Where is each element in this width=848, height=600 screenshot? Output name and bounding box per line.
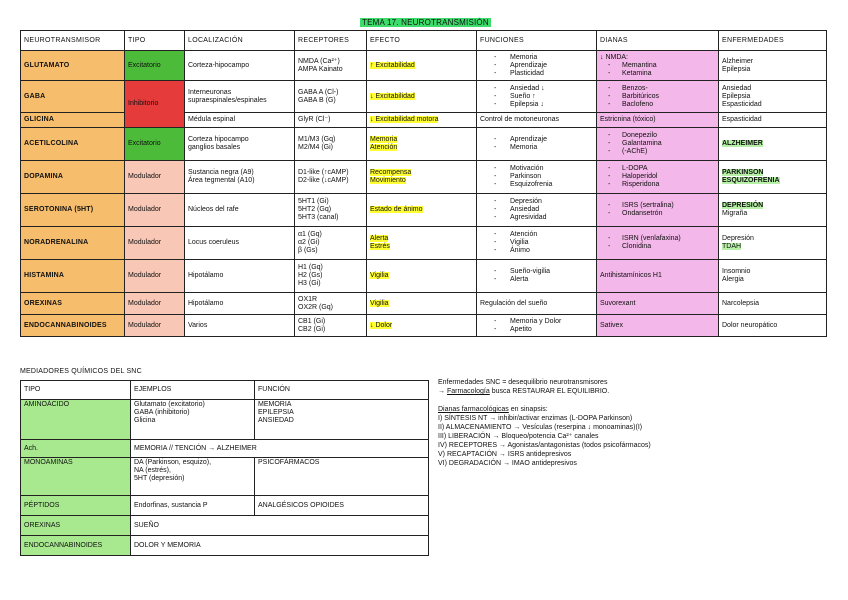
rec-cell: CB1 (Gi) CB2 (Gi) [295,315,367,337]
loc-cell: Núcleos del rafe [185,194,295,227]
loc-cell: Interneuronas supraespinales/espinales [185,81,295,113]
efecto-cell: ↓ Excitabilidad motora [367,113,477,128]
loc-cell: Locus coeruleus [185,227,295,260]
rec-cell: OX1R OX2R (Gq) [295,293,367,315]
nt-name: HISTAMINA [21,260,125,293]
func-cell: - Aprendizaje - Memoria [477,128,597,161]
rec-cell: H1 (Gq) H2 (Gs) H3 (Gi) [295,260,367,293]
notes-block [438,378,838,468]
enf-cell: DEPRESIÓN Migraña [719,194,827,227]
table-row [21,496,429,516]
header-enfermedades: ENFERMEDADES [719,31,827,51]
med-ejemplos: DA (Parkinson, esquizo), NA (estrés), 5HT (depresión) [131,458,255,496]
func-cell: - Memoria - Aprendizaje - Plasticidad [477,51,597,81]
tipo-cell: Inhibitorio [125,81,185,128]
tipo-cell: Modulador [125,293,185,315]
enf-cell: Dolor neuropático [719,315,827,337]
func-cell: Control de motoneuronas [477,113,597,128]
header-tipo: TIPO [125,31,185,51]
nt-name: GABA [21,81,125,113]
tipo-cell: Modulador [125,227,185,260]
dianas-item: V) RECAPTACIÓN → ISRS antidepresivos [438,451,572,458]
rec-cell: α1 (Gq) α2 (Gi) β (Gs) [295,227,367,260]
med-tipo: MONOAMINAS [21,458,131,496]
nt-name: SEROTONINA (5HT) [21,194,125,227]
rec-cell: D1-like (↑cAMP) D2-like (↓cAMP) [295,161,367,194]
func-cell: - Motivación - Parkinson - Esquizofrenia [477,161,597,194]
med-tipo: PÉPTIDOS [21,496,131,516]
table-row [21,315,827,337]
dianas-item: I) SÍNTESIS NT → inhibir/activar enzimas (L-DOPA Parkinson) [438,415,633,422]
loc-cell: Hipotálamo [185,293,295,315]
notes-line-2: → Farmacología busca RESTAURAR EL EQUILIBRIO. [438,388,610,395]
enf-cell: ALZHEIMER [719,128,827,161]
table-row [21,400,429,440]
func-cell: - Depresión - Ansiedad - Agresividad [477,194,597,227]
notes-line-1: Enfermedades SNC = desequilibrio neurotransmisores [438,379,608,386]
nt-name: GLUTAMATO [21,51,125,81]
mediators-table [20,380,429,556]
rec-cell: GABA A (Cl-) GABA B (G) [295,81,367,113]
table-header-row [21,31,827,51]
header-receptores: RECEPTORES [295,31,367,51]
med-funcion: PSICOFÁRMACOS [255,458,429,496]
header-efecto: EFECTO [367,31,477,51]
rec-cell: GlyR (Cl⁻) [295,113,367,128]
efecto-cell: Alerta Estrés [367,227,477,260]
dianas-cell: Estricnina (tóxico) [597,113,719,128]
table-row [21,81,827,113]
med-tipo: AMINOÁCIDO [21,400,131,440]
header-dianas: DIANAS [597,31,719,51]
med-header-funcion: FUNCIÓN [255,381,429,400]
table-row [21,536,429,556]
med-merged: MEMORIA // TENCIÓN → ALZHEIMER [131,440,429,458]
dianas-cell: Antihistamínicos H1 [597,260,719,293]
tipo-cell: Excitatorio [125,51,185,81]
med-ejemplos: Glutamato (excitatorio) GABA (inhibitorio) Glicina [131,400,255,440]
med-tipo: Ach. [21,440,131,458]
efecto-cell: ↓ Dolor [367,315,477,337]
dianas-cell: Sativex [597,315,719,337]
dianas-cell: - Benzos- - Barbitúricos - Baclofeno [597,81,719,113]
med-funcion: MEMORIA EPILEPSIA ANSIEDAD [255,400,429,440]
nt-name: DOPAMINA [21,161,125,194]
page-title: TEMA 17. NEUROTRANSMISIÓN [362,18,489,27]
dianas-cell: - Donepezilo - Galantamina - (-AChE) [597,128,719,161]
func-cell: - Atención - Vigilia - Ánimo [477,227,597,260]
enf-cell: Narcolepsia [719,293,827,315]
table-row [21,293,827,315]
med-ejemplos: Endorfinas, sustancia P [131,496,255,516]
func-cell: Regulación del sueño [477,293,597,315]
loc-cell: Corteza-hipocampo [185,51,295,81]
nt-name: ENDOCANNABINOIDES [21,315,125,337]
dianas-item: III) LIBERACIÓN → Bloqueo/potencia Ca²⁺ canales [438,433,599,440]
efecto-cell: Vigilia [367,260,477,293]
med-header-ejemplos: EJEMPLOS [131,381,255,400]
med-tipo: ENDOCANNABINOIDES [21,536,131,556]
dianas-cell: - ISRN (venlafaxina) - Clonidina [597,227,719,260]
efecto-cell: Recompensa Movimiento [367,161,477,194]
med-merged: DOLOR Y MEMORIA [131,536,429,556]
rec-cell: 5HT1 (Gi) 5HT2 (Gq) 5HT3 (canal) [295,194,367,227]
med-tipo: OREXINAS [21,516,131,536]
nt-name: ACETILCOLINA [21,128,125,161]
neurotransmitter-table [20,30,827,337]
efecto-cell: Memoria Atención [367,128,477,161]
mediators-title: MEDIADORES QUÍMICOS DEL SNC [20,368,142,375]
tipo-cell: Modulador [125,260,185,293]
med-merged: SUEÑO [131,516,429,536]
loc-cell: Hipotálamo [185,260,295,293]
dianas-cell: - L-DOPA - Haloperidol - Risperidona [597,161,719,194]
rec-cell: M1/M3 (Gq) M2/M4 (Gi) [295,128,367,161]
table-row [21,227,827,260]
dianas-heading: Dianas farmacológicas en sinapsis: [438,406,548,413]
header-localizacion: LOCALIZACIÓN [185,31,295,51]
efecto-cell: Vigilia [367,293,477,315]
efecto-cell: ↑ Excitabilidad [367,51,477,81]
enf-cell: Insomnio Alergia [719,260,827,293]
mediators-header-row [21,381,429,400]
loc-cell: Médula espinal [185,113,295,128]
nt-name: GLICINA [21,113,125,128]
header-neurotransmisor: NEUROTRANSMISOR [21,31,125,51]
dianas-cell: ↓ NMDA: - Memantina - Ketamina [597,51,719,81]
loc-cell: Corteza hipocampo ganglios basales [185,128,295,161]
table-row [21,161,827,194]
tipo-cell: Modulador [125,161,185,194]
func-cell: - Sueño-vigilia - Alerta [477,260,597,293]
med-header-tipo: TIPO [21,381,131,400]
efecto-cell: Estado de ánimo [367,194,477,227]
func-cell: - Memoria y Dolor - Apetito [477,315,597,337]
nt-name: NORADRENALINA [21,227,125,260]
tipo-cell: Excitatorio [125,128,185,161]
enf-cell: PARKINSON ESQUIZOFRENIA [719,161,827,194]
table-row [21,440,429,458]
loc-cell: Sustancia negra (A9) Área tegmental (A10) [185,161,295,194]
tipo-cell: Modulador [125,194,185,227]
table-row [21,51,827,81]
func-cell: - Ansiedad ↓ - Sueño ↑ - Epilepsia ↓ [477,81,597,113]
tipo-cell: Modulador [125,315,185,337]
table-row [21,194,827,227]
efecto-cell: ↓ Excitabilidad [367,81,477,113]
dianas-cell: Suvorexant [597,293,719,315]
enf-cell: Espasticidad [719,113,827,128]
table-row [21,128,827,161]
enf-cell: Alzheimer Epilepsia [719,51,827,81]
dianas-item: VI) DEGRADACIÓN → IMAO antidepresivos [438,460,577,467]
rec-cell: NMDA (Ca²⁺) AMPA Kainato [295,51,367,81]
enf-cell: Ansiedad Epilepsia Espasticidad [719,81,827,113]
dianas-cell: - ISRS (sertralina) - Ondansetrón [597,194,719,227]
table-row [21,516,429,536]
dianas-item: II) ALMACENAMIENTO → Vesículas (reserpina ↓ monoaminas)(I) [438,424,643,431]
table-row [21,260,827,293]
header-funciones: FUNCIONES [477,31,597,51]
loc-cell: Varios [185,315,295,337]
enf-cell: Depresión TDAH [719,227,827,260]
dianas-item: IV) RECEPTORES → Agonistas/antagonistas (todos psicofármacos) [438,442,651,449]
table-row [21,458,429,496]
nt-name: OREXINAS [21,293,125,315]
med-funcion: ANALGÉSICOS OPIOIDES [255,496,429,516]
